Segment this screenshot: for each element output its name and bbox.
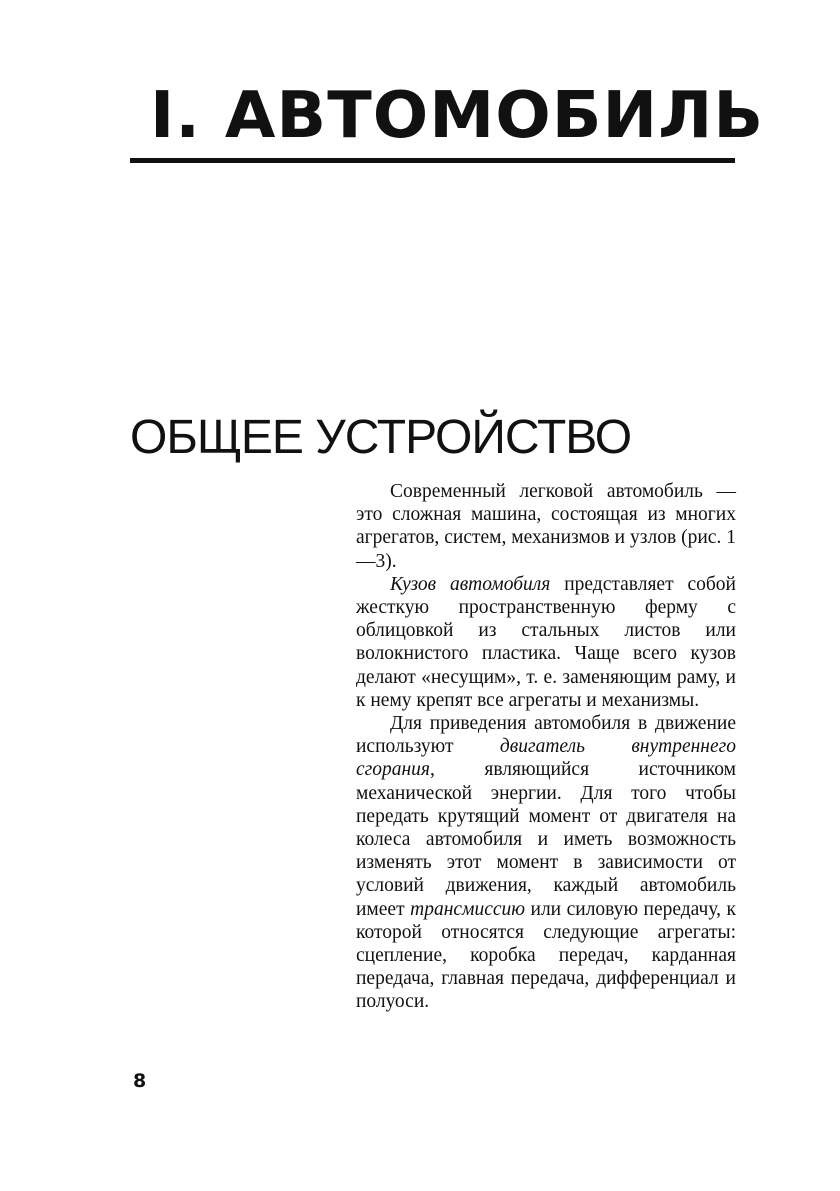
paragraph-1 [356, 480, 736, 573]
term-engine: двигатель внутреннего сгорания [356, 736, 736, 781]
chapter-title: I. АВТОМОБИЛЬ [150, 79, 765, 153]
term-body: Кузов автомобиля [390, 573, 551, 595]
term-transmission: трансмиссию [410, 898, 526, 920]
paragraph-3-lead: Для приведения автомобиля в движение используют [356, 713, 736, 758]
body-text [356, 480, 736, 1014]
paragraph-2 [356, 573, 736, 712]
paragraph-1-text: Современный легковой автомобиль — это сложная машина, состоящая из многих агрегатов, систем, механизмов и узлов (рис. 1—3). [356, 481, 736, 572]
paragraph-3-tail: или силовую передачу, к которой относятся следующие агрегаты: сцепление, коробка передач, карданная передача, главная передача, дифференциал и полуоси. [356, 898, 737, 1013]
paragraph-3 [356, 712, 736, 1014]
paragraph-3-mid: , являющийся источником механической энергии. Для того чтобы передать крутящий момент от двигателя на колеса автомобиля и иметь возможность изменять этот момент в зависимости от условий движения, каждый автомобиль имеет [356, 759, 736, 920]
page-number: 8 [133, 1070, 147, 1092]
title-underline [130, 158, 735, 163]
paragraph-2-text: представляет собой жесткую пространственную ферму с облицовкой из стальных листов или волокнистого пластика. Чаще всего кузов делают «несущим», т. е. заменяющим раму, и к нему крепят все агрегаты и механизмы. [356, 573, 736, 711]
section-heading: ОБЩЕЕ УСТРОЙСТВО [130, 411, 632, 464]
